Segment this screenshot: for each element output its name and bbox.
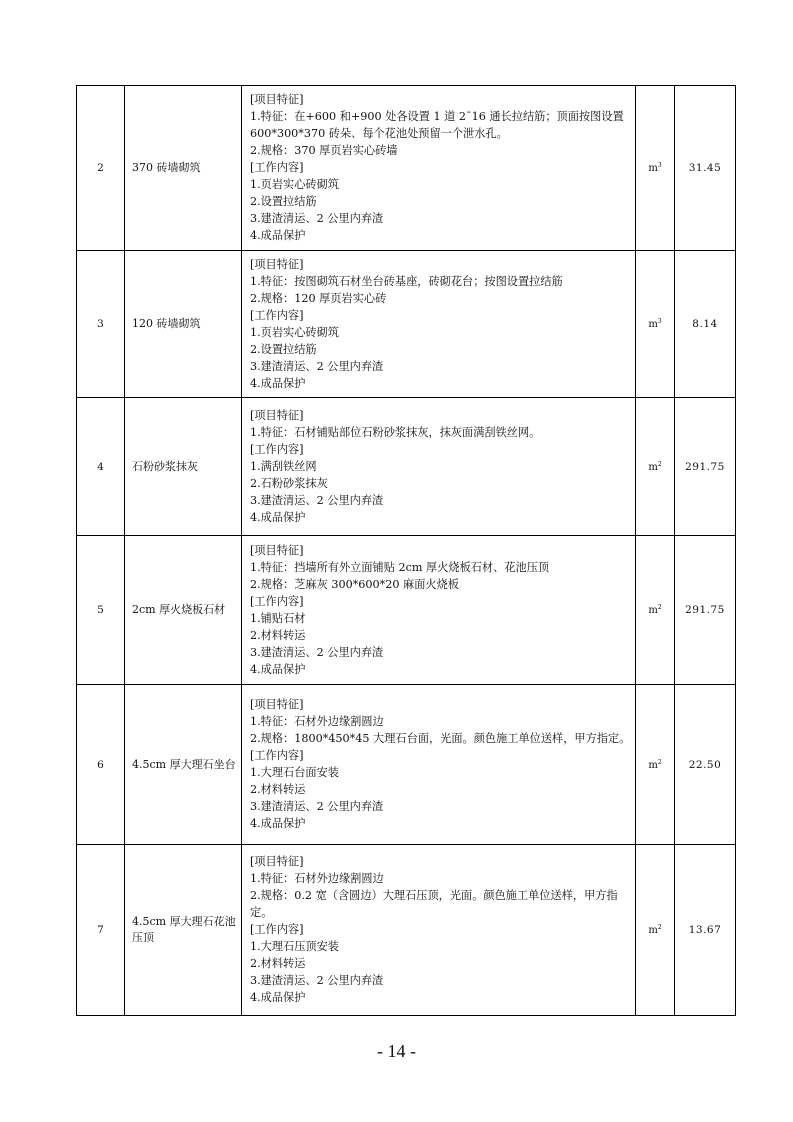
quantity: 291.75: [675, 536, 736, 685]
unit-base: m: [648, 605, 658, 616]
description-line: 1.页岩实心砖砌筑: [250, 325, 339, 339]
description-line: 1.特征：挡墙所有外立面铺贴 2cm 厚火烧板石材、花池压顶: [250, 560, 550, 574]
description-line: 2.规格：1800*450*45 大理石台面，光面。颜色施工单位送样，甲方指定。: [250, 732, 631, 745]
unit: [636, 845, 675, 1016]
description-line: 3.建渣清运、2 公里内弃渣: [250, 493, 384, 507]
description-line: 1.特征：石材外边缘割圆边: [250, 715, 384, 728]
description-line: 1.特征：按图砌筑石材坐台砖基座，砖砌花台；按图设置拉结筋: [250, 274, 563, 288]
description-line: 4.成品保护: [250, 229, 306, 242]
item-number: 3: [77, 251, 125, 398]
description-line: [项目特征]: [250, 408, 304, 422]
unit-exponent: 2: [657, 604, 662, 611]
item-number: 5: [77, 536, 125, 685]
unit-exponent: 3: [657, 318, 662, 325]
description-line: [项目特征]: [250, 698, 304, 711]
quantity: 8.14: [675, 251, 736, 398]
item-description: [242, 536, 636, 685]
item-description: [242, 251, 636, 398]
quantity: 31.45: [675, 86, 736, 251]
description-line: 1.大理石台面安装: [250, 766, 339, 779]
unit: [636, 251, 675, 398]
description-line: 1.特征：石材外边缘割圆边: [250, 872, 384, 885]
description-line: 1.特征：石材铺贴部位石粉砂浆抹灰，抹灰面满刮铁丝网。: [250, 425, 541, 439]
description-line: [项目特征]: [250, 855, 304, 868]
item-description: [242, 86, 636, 251]
description-line: 2.材料转运: [250, 957, 306, 970]
description-line: [工作内容]: [250, 161, 304, 174]
description-line: 3.建渣清运、2 公里内弃渣: [250, 212, 384, 225]
description-line: [工作内容]: [250, 308, 304, 322]
description-line: 1.大理石压顶安装: [250, 940, 339, 953]
description-line: 3.建渣清运、2 公里内弃渣: [250, 974, 384, 987]
description-line: 2.规格：370 厚页岩实心砖墙: [250, 144, 398, 157]
description-line: 4.成品保护: [250, 817, 306, 830]
item-name: 120 砖墙砌筑: [125, 251, 242, 398]
table-row: [77, 536, 736, 685]
item-number: 6: [77, 685, 125, 845]
table-row: [77, 845, 736, 1016]
page-number: - 14 -: [377, 1041, 416, 1061]
bill-of-quantities-table: [76, 85, 736, 1016]
description-line: 3.建渣清运、2 公里内弃渣: [250, 800, 384, 813]
description-line: 3.建渣清运、2 公里内弃渣: [250, 359, 384, 373]
item-name: 370 砖墙砌筑: [125, 86, 242, 251]
description-line: [项目特征]: [250, 257, 304, 271]
unit: [636, 398, 675, 536]
description-line: 2.设置拉结筋: [250, 342, 317, 356]
item-number: 4: [77, 398, 125, 536]
description-line: 4.成品保护: [250, 376, 306, 390]
table-row: [77, 685, 736, 845]
description-line: 2.规格：芝麻灰 300*600*20 麻面火烧板: [250, 577, 459, 591]
description-line: 1.满刮铁丝网: [250, 459, 317, 473]
item-number: 7: [77, 845, 125, 1016]
unit-exponent: 2: [657, 460, 662, 468]
unit-base: m: [648, 925, 658, 936]
description-line: 4.成品保护: [250, 510, 306, 524]
description-line: 3.建渣清运、2 公里内弃渣: [250, 645, 384, 659]
quantity: 22.50: [675, 685, 736, 845]
description-line: [工作内容]: [250, 594, 304, 608]
quantity: 13.67: [675, 845, 736, 1016]
item-name: 4.5cm 厚大理石花池压顶: [125, 845, 242, 1016]
description-line: 2.规格：0.2 宽（含圆边）大理石压顶，光面。颜色施工单位送样，甲方指定。: [250, 889, 618, 919]
unit-base: m: [648, 461, 658, 473]
description-line: 1.铺贴石材: [250, 611, 306, 625]
description-line: [工作内容]: [250, 923, 304, 936]
unit: [636, 685, 675, 845]
quantity: 291.75: [675, 398, 736, 536]
description-line: 2.材料转运: [250, 783, 306, 796]
description-line: 2.规格：120 厚页岩实心砖: [250, 291, 387, 305]
unit-base: m: [648, 319, 658, 330]
item-description: [242, 398, 636, 536]
description-line: 4.成品保护: [250, 662, 306, 676]
unit-exponent: 2: [657, 924, 662, 931]
description-line: 2.材料转运: [250, 628, 306, 642]
unit-base: m: [648, 163, 658, 174]
item-description: [242, 685, 636, 845]
description-line: [工作内容]: [250, 749, 304, 762]
description-line: 4.成品保护: [250, 991, 306, 1004]
description-line: 1.特征：在+600 和+900 处各设置 1 道 2ˉ16 通长拉结筋；顶面按图设置 600*300*370 砖朵、每个花池处预留一个泄水孔。: [250, 110, 624, 140]
description-line: [项目特征]: [250, 93, 304, 106]
description-line: 1.页岩实心砖砌筑: [250, 178, 339, 191]
table-body: [77, 86, 736, 1016]
unit: [636, 86, 675, 251]
unit-base: m: [648, 759, 658, 771]
description-line: 2.设置拉结筋: [250, 195, 317, 208]
item-name: 2cm 厚火烧板石材: [125, 536, 242, 685]
description-line: [工作内容]: [250, 442, 304, 456]
description-line: [项目特征]: [250, 543, 304, 557]
item-name: 4.5cm 厚大理石坐台: [125, 685, 242, 845]
table-row: [77, 251, 736, 398]
item-description: [242, 845, 636, 1016]
item-number: 2: [77, 86, 125, 251]
item-name: 石粉砂浆抹灰: [125, 398, 242, 536]
table-row: [77, 398, 736, 536]
unit-exponent: 3: [657, 162, 662, 169]
unit-exponent: 2: [657, 758, 662, 766]
unit: [636, 536, 675, 685]
table-row: [77, 86, 736, 251]
description-line: 2.石粉砂浆抹灰: [250, 476, 328, 490]
